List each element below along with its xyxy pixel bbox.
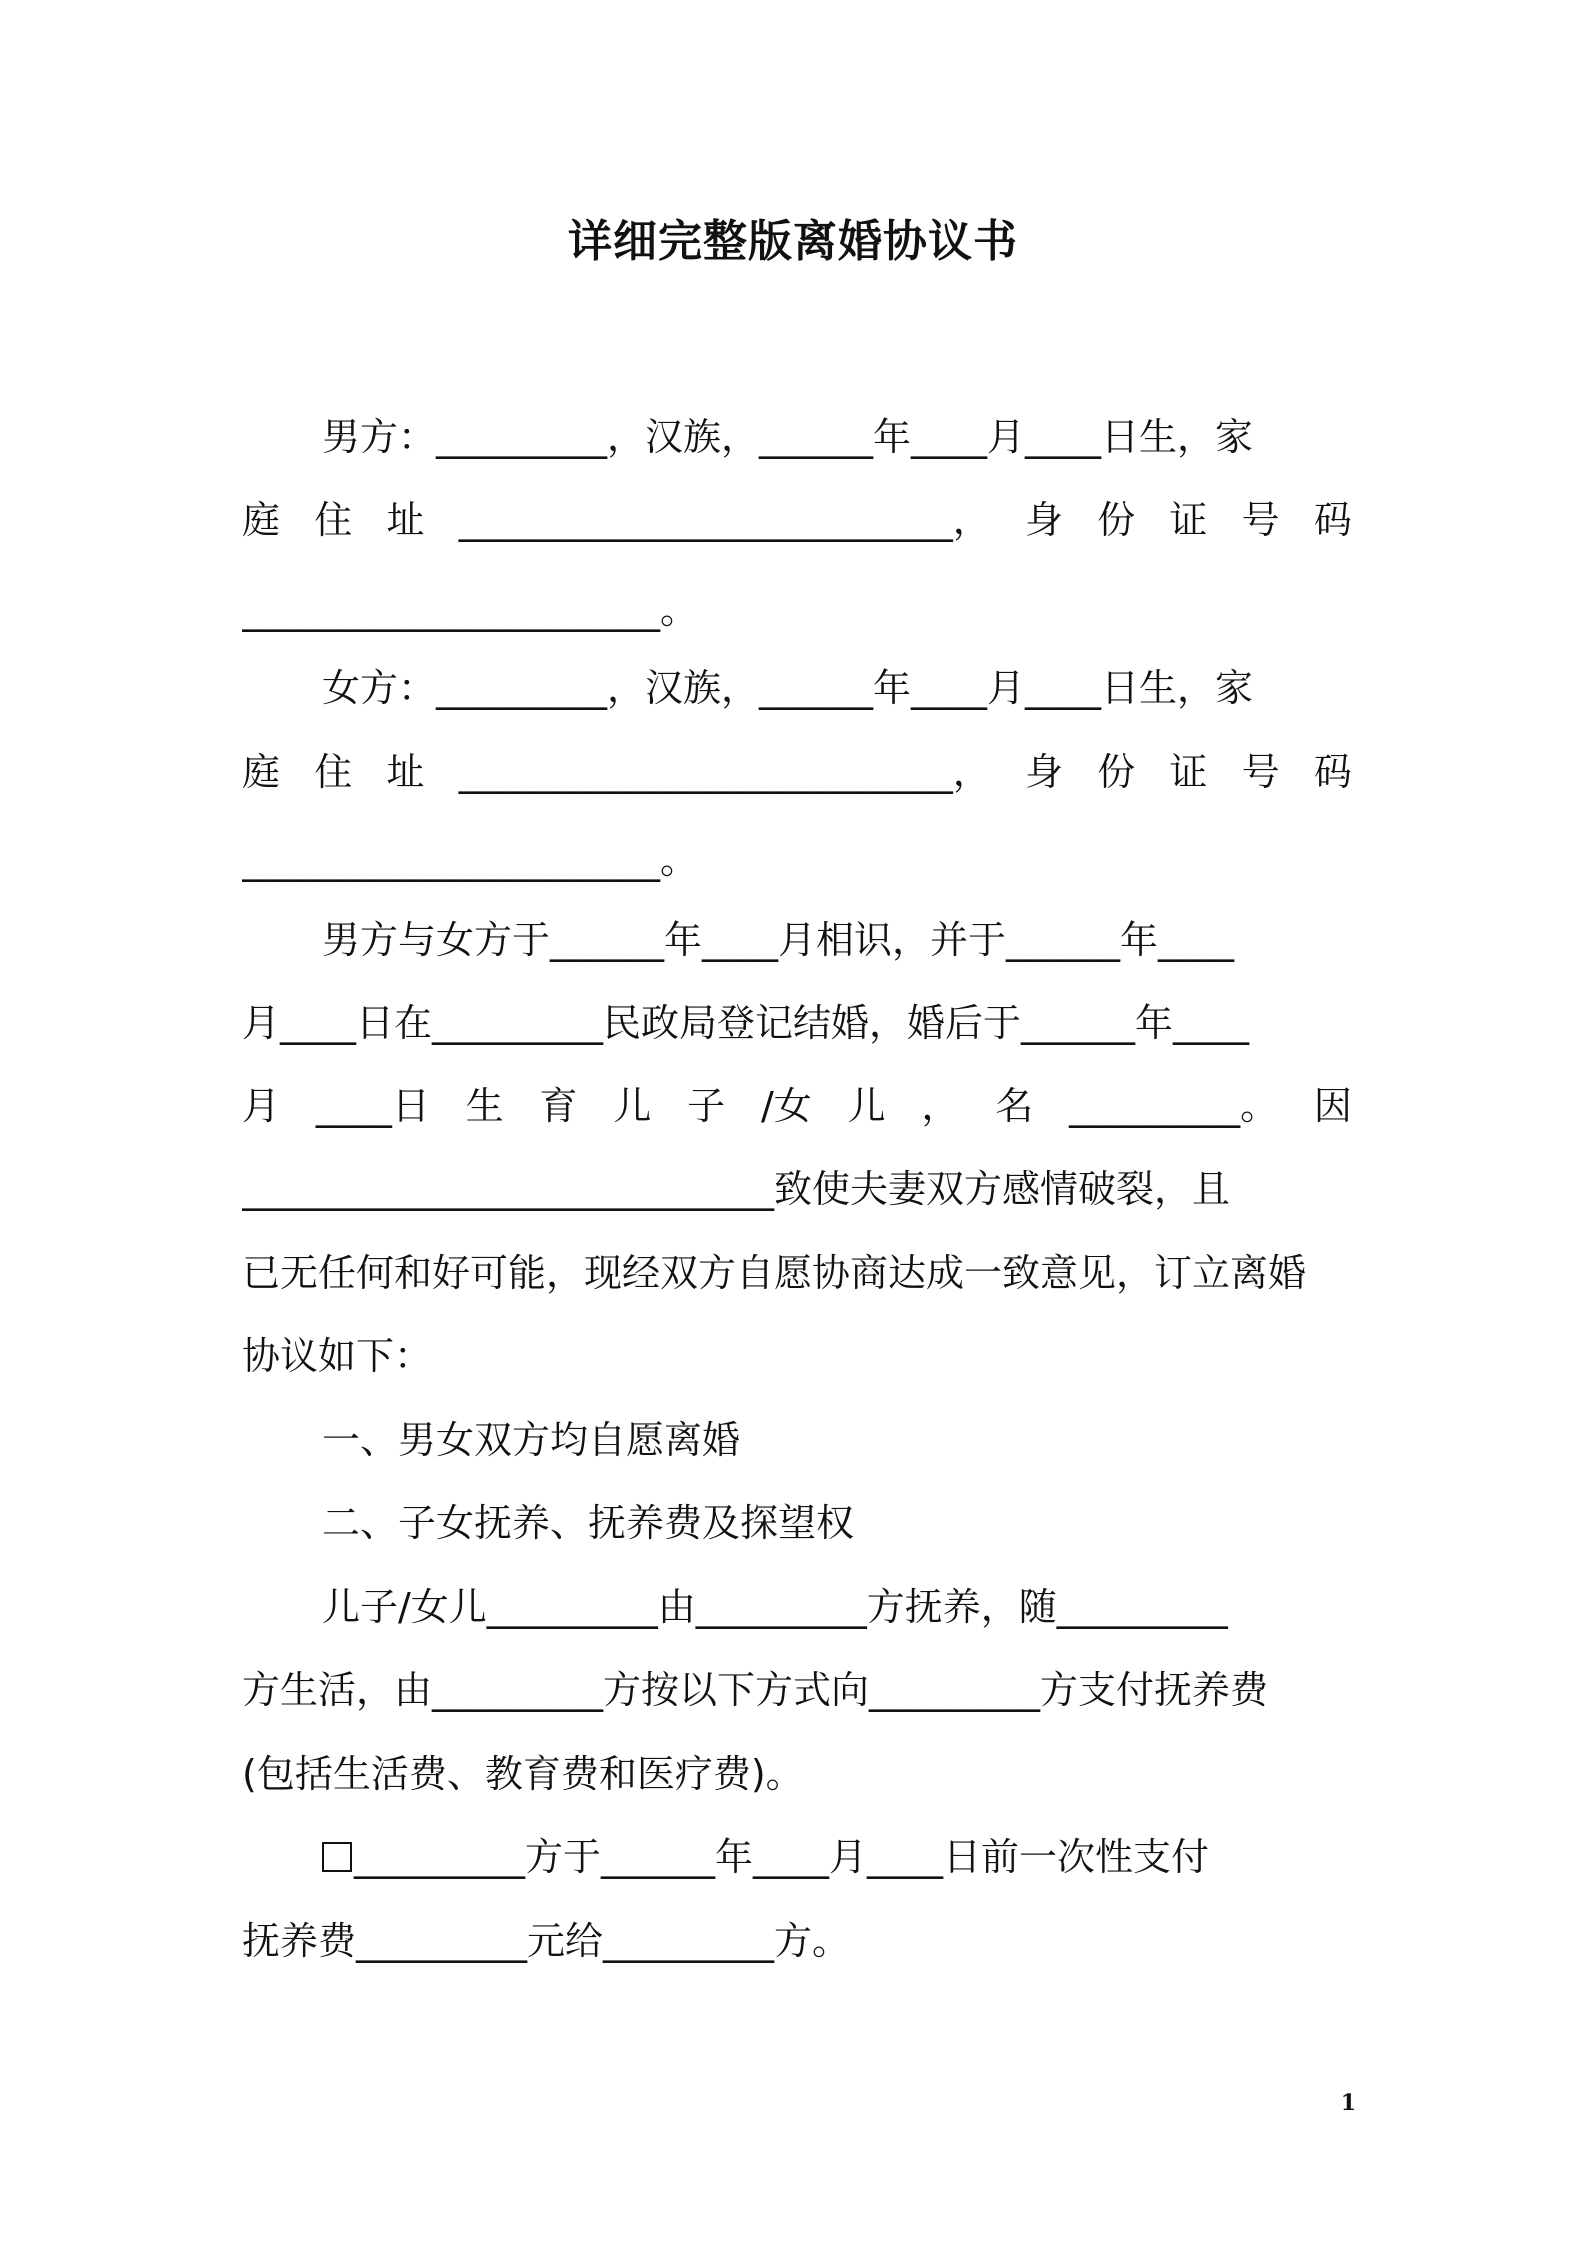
- male-id-token: 码: [1313, 498, 1352, 542]
- female-address-blank: __________________________，: [458, 750, 991, 794]
- male-id-token: 号: [1241, 498, 1280, 542]
- marriage-token: 儿: [847, 1084, 886, 1128]
- male-address-token: 住: [314, 498, 353, 542]
- female-address-token: 庭: [242, 750, 281, 794]
- male-info-line-3: ______________________。: [242, 588, 699, 632]
- female-id-token: 身: [1024, 750, 1063, 794]
- male-address-blank: __________________________，: [458, 498, 991, 542]
- document-title: 详细完整版离婚协议书: [568, 216, 1018, 267]
- female-address-token: 址: [386, 750, 425, 794]
- marriage-token: ，: [921, 1084, 960, 1128]
- female-id-token: 号: [1241, 750, 1280, 794]
- marriage-line-6: 协议如下：: [242, 1334, 433, 1378]
- clause-1-heading: 一、男女双方均自愿离婚: [322, 1418, 741, 1462]
- payment-option-checkbox[interactable]: [322, 1842, 352, 1872]
- marriage-token: 儿: [613, 1084, 652, 1128]
- clause-2-heading: 二、子女抚养、抚养费及探望权: [322, 1501, 855, 1545]
- marriage-token: 子: [687, 1084, 726, 1128]
- male-info-line-2: [242, 490, 1352, 550]
- female-address-token: 住: [314, 750, 353, 794]
- marriage-line-4: ____________________________致使夫妻双方感情破裂，且: [242, 1167, 1231, 1211]
- marriage-token: _________。: [1069, 1084, 1279, 1128]
- male-address-token: 庭: [242, 498, 281, 542]
- custody-line-2: 方生活，由_________方按以下方式向_________方支付抚养费: [242, 1668, 1269, 1712]
- male-info-line-1: 男方：_________，汉族，______年____月____日生，家: [322, 415, 1254, 459]
- payment-option-line-1: [322, 1827, 1352, 1887]
- custody-line-3: (包括生活费、教育费和医疗费)。: [242, 1752, 804, 1796]
- payment-option-line-2: 抚养费_________元给_________方。: [242, 1919, 851, 1963]
- page-number: 1: [1340, 2090, 1356, 2116]
- female-id-token: 份: [1097, 750, 1136, 794]
- marriage-line-2: 月____日在_________民政局登记结婚，婚后于______年____: [242, 1001, 1250, 1045]
- marriage-token: 因: [1313, 1084, 1352, 1128]
- marriage-line-3: [242, 1076, 1352, 1136]
- marriage-token: 育: [539, 1084, 578, 1128]
- female-id-token: 证: [1169, 750, 1208, 794]
- marriage-line-1: 男方与女方于______年____月相识，并于______年____: [322, 918, 1235, 962]
- female-info-line-2: [242, 742, 1352, 802]
- female-info-line-1: 女方：_________，汉族，______年____月____日生，家: [322, 666, 1254, 710]
- female-info-line-3: ______________________。: [242, 838, 699, 882]
- male-id-token: 身: [1024, 498, 1063, 542]
- marriage-token: ____日: [315, 1084, 430, 1128]
- marriage-line-5: 已无任何和好可能，现经双方自愿协商达成一致意见，订立离婚: [242, 1251, 1307, 1295]
- female-id-token: 码: [1313, 750, 1352, 794]
- male-id-token: 份: [1097, 498, 1136, 542]
- marriage-token: 月: [242, 1084, 281, 1128]
- male-id-token: 证: [1169, 498, 1208, 542]
- payment-option-text: _________方于______年____月____日前一次性支付: [354, 1835, 1210, 1879]
- custody-line-1: 儿子/女儿_________由_________方抚养，随_________: [322, 1585, 1228, 1629]
- male-address-token: 址: [386, 498, 425, 542]
- marriage-token: /女: [760, 1084, 812, 1128]
- marriage-token: 生: [465, 1084, 504, 1128]
- marriage-token: 名: [995, 1084, 1034, 1128]
